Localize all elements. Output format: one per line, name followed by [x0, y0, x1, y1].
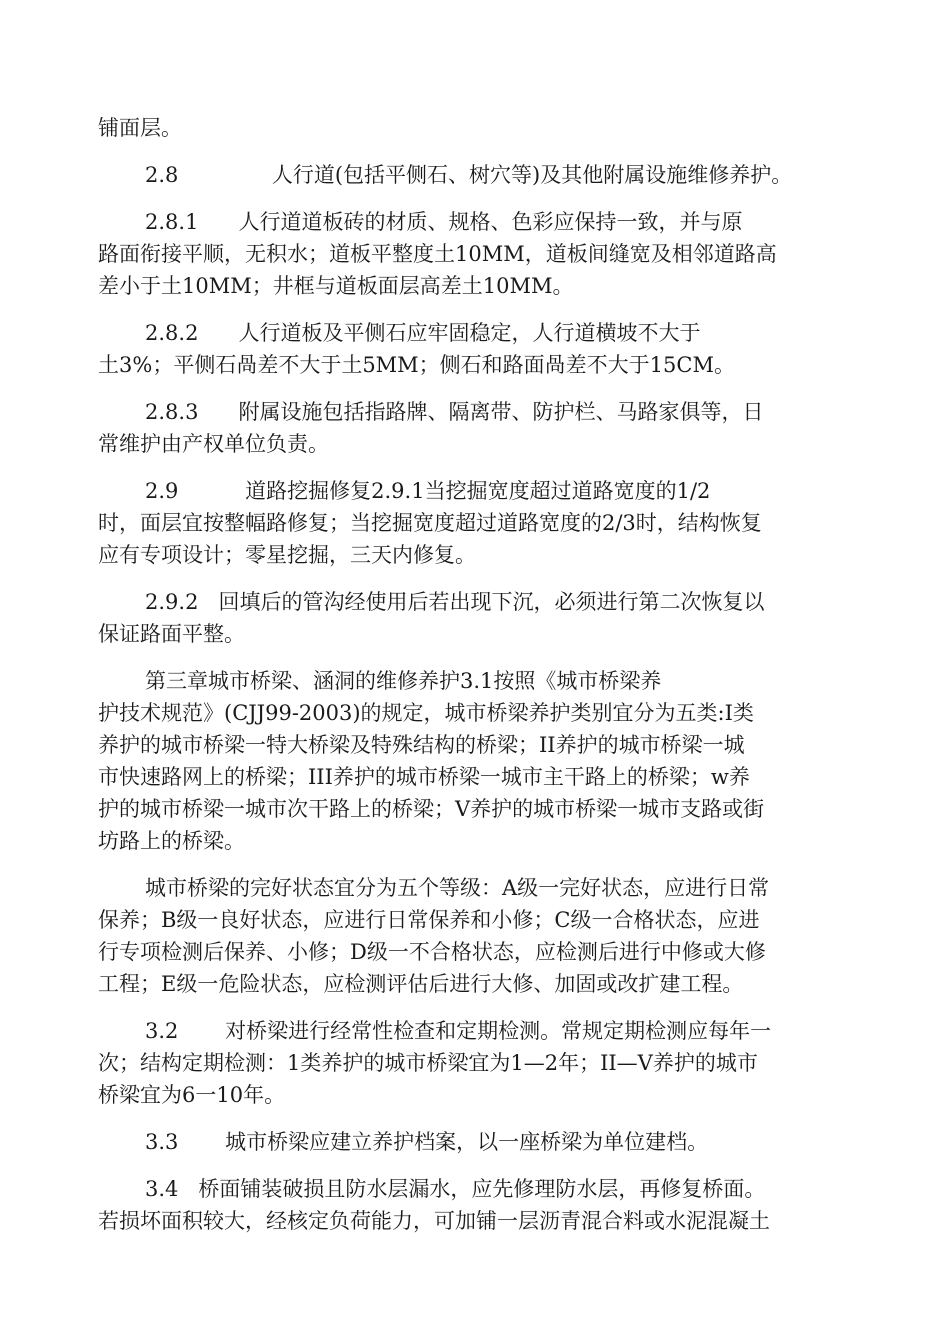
- text-line: 应有专项设计；零星挖掘，三天内修复。: [98, 543, 476, 567]
- text-line: 2.8.1 人行道道板砖的材质、规格、色彩应保持一致，并与原: [145, 210, 743, 234]
- text-line: 土3%；平侧石咼差不大于土5MM；侧石和路面咼差不大于15CM。: [98, 353, 735, 377]
- text-line: 若损坏面积较大，经核定负荷能力，可加铺一层沥青混合料或水泥混凝土: [98, 1209, 770, 1233]
- paragraph-continuation: [98, 112, 858, 144]
- paragraph-3-2: [98, 1015, 858, 1111]
- text-line: 次；结构定期检测：1类养护的城市桥梁宜为1—2年；II—V养护的城市: [98, 1051, 758, 1075]
- text-line: 2.8.2 人行道板及平侧石应牢固稳定，人行道横坡不大于: [145, 321, 701, 345]
- text-line: 2.9 道路挖掘修复2.9.1当挖掘宽度超过道路宽度的1/2: [145, 479, 711, 503]
- paragraph-3-4: [98, 1173, 858, 1237]
- text-line: 护的城市桥梁一城市次干路上的桥梁；V养护的城市桥梁一城市支路或街: [98, 797, 765, 821]
- text-line: 铺面层。: [98, 116, 182, 140]
- text-line: 养护的城市桥梁一特大桥梁及特殊结构的桥梁；II养护的城市桥梁一城: [98, 733, 745, 757]
- paragraph-2-8-3: [98, 396, 858, 460]
- text-line: 工程；E级一危险状态，应检测评估后进行大修、加固或改扩建工程。: [98, 972, 744, 996]
- document-page: [98, 112, 858, 1252]
- paragraph-2-9: [98, 475, 858, 571]
- text-line: 桥梁宜为6一10年。: [98, 1083, 286, 1107]
- text-line: 3.3 城市桥梁应建立养护档案，以一座桥梁为单位建档。: [145, 1130, 709, 1154]
- paragraph-2-8: [98, 159, 858, 191]
- text-line: 3.4 桥面铺装破损且防水层漏水，应先修理防水层，再修复桥面。: [145, 1177, 766, 1201]
- paragraph-2-8-2: [98, 317, 858, 381]
- text-line: 护技术规范》(CJJ99-2003)的规定，城市桥梁养护类别宜分为五类:I类: [98, 701, 754, 725]
- paragraph-3-3: [98, 1126, 858, 1158]
- text-line: 市快速路网上的桥梁；III养护的城市桥梁一城市主干路上的桥梁；w养: [98, 765, 750, 789]
- text-line: 3.2 对桥梁进行经常性检查和定期检测。常规定期检测应每年一: [145, 1019, 772, 1043]
- text-line: 常维护由产权单位负责。: [98, 432, 329, 456]
- text-line: 行专项检测后保养、小修；D级一不合格状态，应检测后进行中修或大修: [98, 940, 766, 964]
- text-line: 城市桥梁的完好状态宜分为五个等级：A级一完好状态，应进行日常: [145, 876, 770, 900]
- text-line: 第三章城市桥梁、涵洞的维修养护3.1按照《城市桥梁养: [145, 669, 662, 693]
- text-line: 坊路上的桥梁。: [98, 829, 245, 853]
- text-line: 2.8.3 附属设施包括指路牌、隔离带、防护栏、马路家俱等，日: [145, 400, 764, 424]
- text-line: 差小于土10MM；井框与道板面层高差土10MM。: [98, 274, 574, 298]
- paragraph-2-9-2: [98, 586, 858, 650]
- text-line: 保养；B级一良好状态，应进行日常保养和小修；C级一合格状态，应进: [98, 908, 760, 932]
- text-line: 保证路面平整。: [98, 622, 245, 646]
- text-line: 2.8 人行道(包括平侧石、树穴等)及其他附属设施维修养护。: [145, 163, 793, 187]
- text-line: 时，面层宜按整幅路修复；当挖掘宽度超过道路宽度的2/3时，结构恢复: [98, 511, 762, 535]
- paragraph-chapter-3: [98, 665, 858, 857]
- paragraph-bridge-grades: [98, 872, 858, 1000]
- text-line: 2.9.2 回填后的管沟经使用后若出现下沉，必须进行第二次恢复以: [145, 590, 765, 614]
- text-line: 路面衔接平顺，无积水；道板平整度土10MM，道板间缝宽及相邻道路高: [98, 242, 777, 266]
- paragraph-2-8-1: [98, 206, 858, 302]
